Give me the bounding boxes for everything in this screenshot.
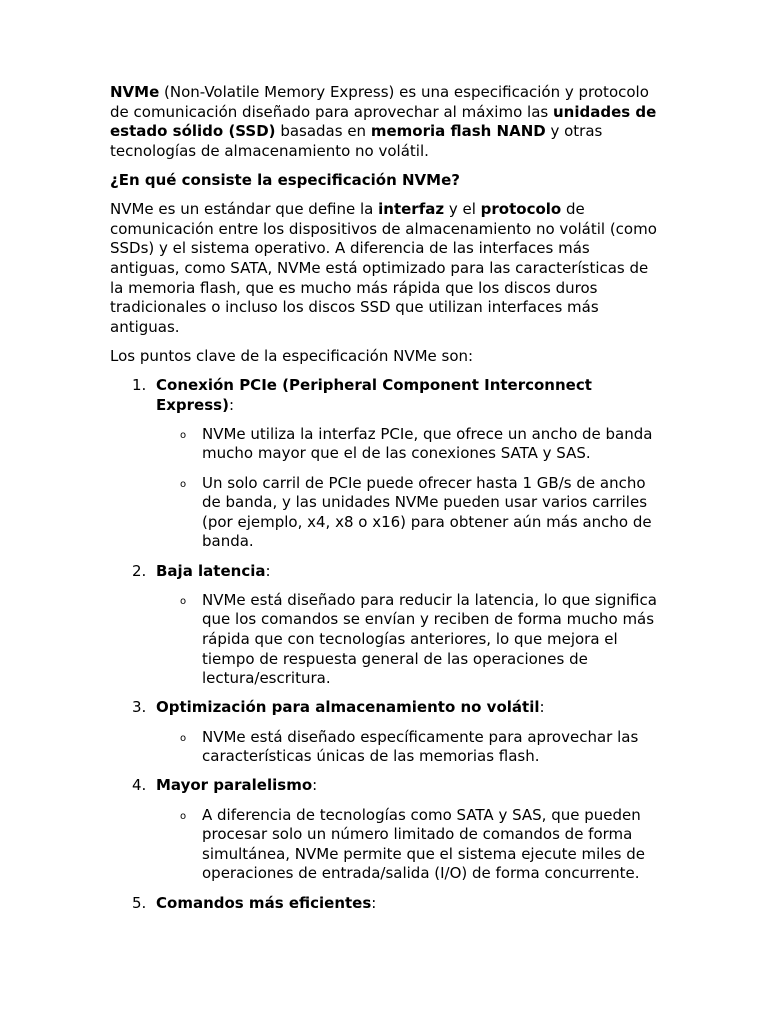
intro-term-flash: memoria flash NAND [370,122,546,141]
document-page [110,83,658,923]
circle-bullet-icon: o [180,429,187,441]
list-item-number: 5. [132,893,147,912]
circle-bullet-icon: o [180,595,187,607]
circle-bullet-icon: o [180,478,187,490]
sub-list-text: A diferencia de tecnologías como SATA y SAS, que pueden procesar solo un número limitado de comandos de forma simultánea, NVMe permite que el sistema ejecute miles de operaciones de entrada/salida (I/O) de forma concurrente. [202,805,645,883]
term-interfaz: interfaz [378,200,445,219]
list-item [110,698,658,766]
list-item-title: Comandos más eficientes: [156,893,377,912]
sub-list-text: Un solo carril de PCIe puede ofrecer hasta 1 GB/s de ancho de banda, y las unidades NVMe pueden usar varios carriles (por ejemplo, x4, x8 o x16) para obtener aún más ancho de banda. [202,473,652,551]
list-item-number: 1. [132,376,147,395]
list-item-title: Optimización para almacenamiento no volátil: [156,698,545,717]
sub-list-text: NVMe utiliza la interfaz PCIe, que ofrece un ancho de banda mucho mayor que el de las conexiones SATA y SAS. [202,424,653,463]
sub-list-item [156,425,658,464]
sub-list-item [156,591,658,689]
intro-term-nvme: NVMe [110,83,160,101]
sub-list-text: NVMe está diseñado para reducir la latencia, lo que significa que los comandos se envían y reciben de forma mucho más rápida que con tecnologías anteriores, lo que mejora el tiempo de respuesta general de las operaciones de lectura/escritura. [202,590,657,688]
sub-list [156,728,658,767]
list-item-title: Mayor paralelismo: [156,776,318,795]
sub-list-item [156,806,658,884]
list-item-title: Conexión PCIe (Peripheral Component Interconnect Express): [156,376,592,414]
list-item [110,376,658,552]
body-paragraph: NVMe es un estándar que define la interfaz y el protocolo de comunicación entre los dispositivos de almacenamiento no volátil (como SSDs) y el sistema operativo. A diferencia de las interfaces más antiguas, como SATA, NVMe está optimizado para las características de la memoria flash, que es mucho más rápida que los discos duros tradicionales o incluso los discos SSD que utilizan interfaces más antiguas. [110,200,657,336]
circle-bullet-icon: o [180,732,187,744]
sub-list-text: NVMe está diseñado específicamente para aprovechar las características únicas de las memorias flash. [202,727,639,766]
list-item [110,776,658,884]
key-points-list [110,376,658,913]
sub-list [156,425,658,552]
list-intro-paragraph: Los puntos clave de la especificación NVMe son: [110,346,474,365]
circle-bullet-icon: o [180,810,187,822]
section-heading: ¿En qué consiste la especificación NVMe? [110,170,460,189]
term-protocolo: protocolo [480,200,562,219]
list-item-title: Baja latencia: [156,561,271,580]
sub-list-item [156,474,658,552]
list-item-number: 2. [132,561,147,580]
intro-paragraph: NVMe (Non-Volatile Memory Express) es una especificación y protocolo de comunicación diseñado para aprovechar al máximo las unidades de estado sólido (SSD) basadas en memoria flash NAND y otras tecnologías de almacenamiento no volátil. [110,83,657,160]
intro-term-ssd: unidades de estado sólido (SSD) [110,102,657,141]
list-item-number: 3. [132,698,147,717]
sub-list [156,591,658,689]
sub-list-item [156,728,658,767]
sub-list [156,806,658,884]
list-item [110,562,658,689]
list-item [110,894,658,914]
list-item-number: 4. [132,776,147,795]
